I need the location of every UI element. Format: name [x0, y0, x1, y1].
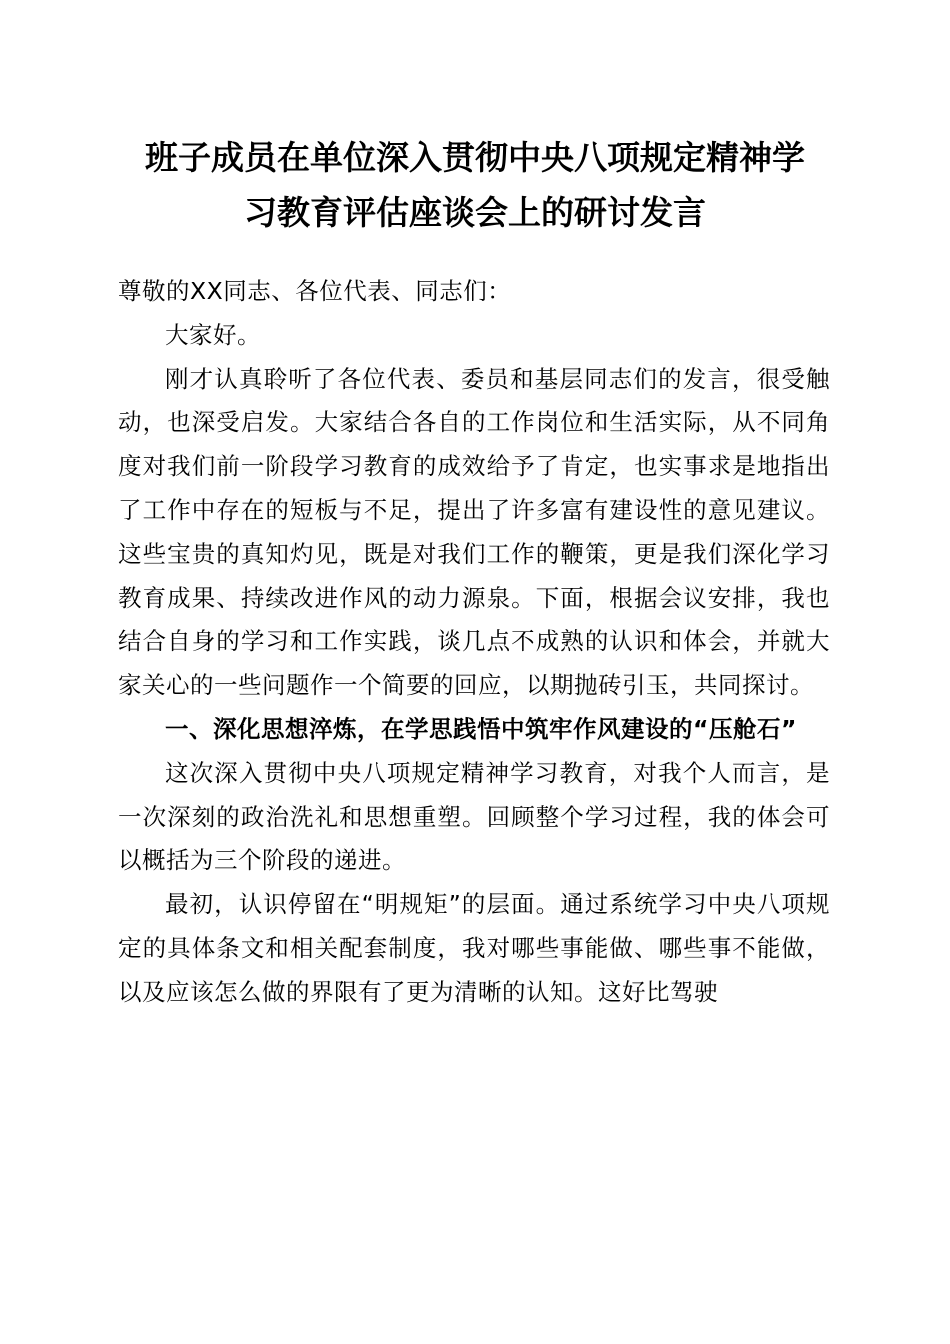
document-body	[118, 270, 830, 1015]
document-title	[100, 130, 850, 240]
salutation: 尊敬的XX同志、各位代表、同志们：	[118, 277, 512, 305]
section-1-paragraph: 最初，认识停留在“明规矩”的层面。通过系统学习中央八项规定的具体条文和相关配套制度，我对哪些事能做、哪些事不能做，以及应该怎么做的界限有了更为清晰的认知。这好比驾驶	[118, 890, 830, 1006]
paragraph-intro: 刚才认真聆听了各位代表、委员和基层同志们的发言，很受触动，也深受启发。大家结合各自的工作岗位和生活实际，从不同角度对我们前一阶段学习教育的成效给予了肯定，也实事求是地指出了工作中存在的短板与不足，提出了许多富有建设性的意见建议。这些宝贵的真知灼见，既是对我们工作的鞭策，更是我们深化学习教育成果、持续改进作风的动力源泉。下面，根据会议安排，我也结合自身的学习和工作实践，谈几点不成熟的认识和体会，并就大家关心的一些问题作一个简要的回应，以期抛砖引玉，共同探讨。	[118, 364, 830, 700]
title-line-2: 习教育评估座谈会上的研讨发言	[244, 193, 706, 232]
title-line-1: 班子成员在单位深入贯彻中央八项规定精神学	[145, 138, 805, 177]
section-1-paragraph: 这次深入贯彻中央八项规定精神学习教育，对我个人而言，是一次深刻的政治洗礼和思想重塑。回顾整个学习过程，我的体会可以概括为三个阶段的递进。	[118, 758, 830, 875]
paragraph-greeting: 大家好。	[165, 320, 261, 349]
section-heading-1: 一、深化思想淬炼，在学思践悟中筑牢作风建设的“压舱石”	[165, 714, 797, 743]
